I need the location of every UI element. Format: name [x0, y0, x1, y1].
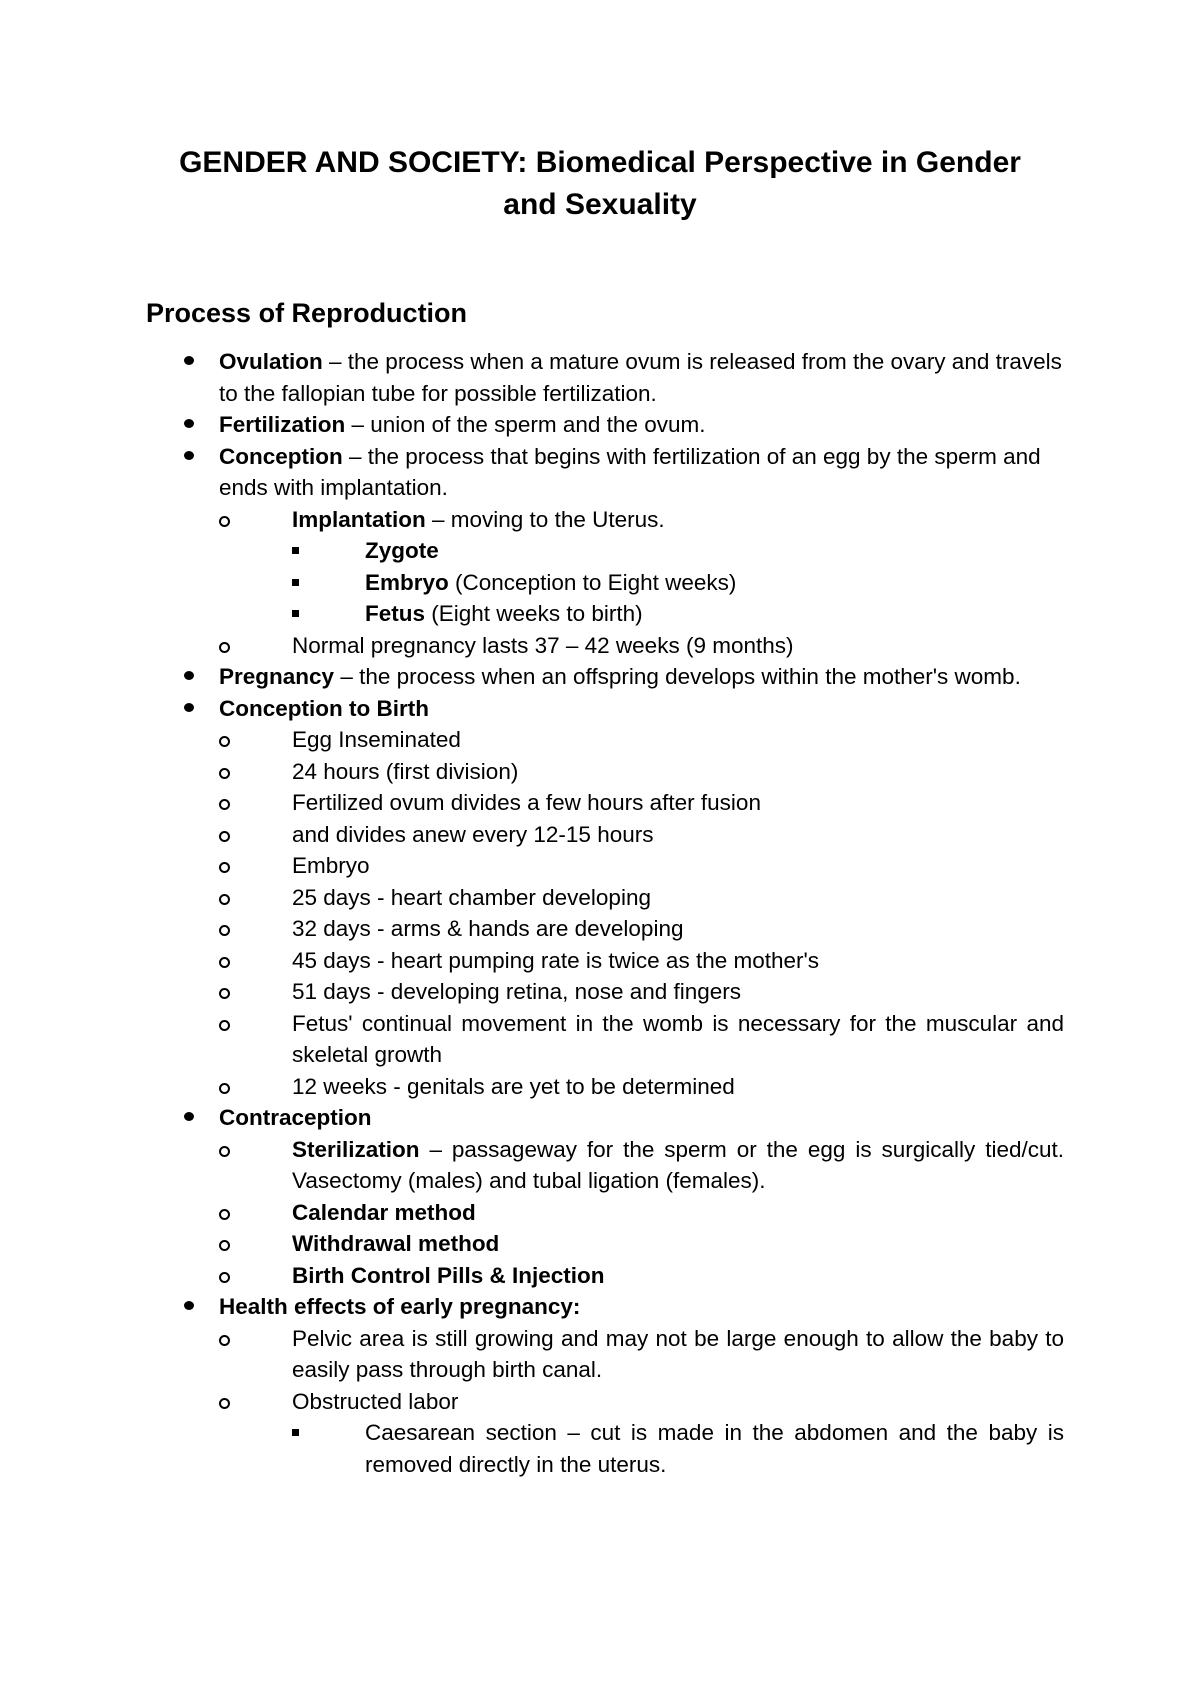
bullet-circle-icon — [219, 787, 231, 819]
list-item — [219, 882, 1064, 914]
bullet-circle-icon — [219, 1260, 231, 1292]
main-bullet-list — [146, 346, 1064, 1480]
birth-step-text: 25 days - heart chamber developing — [292, 884, 651, 910]
bullet-square-icon — [292, 598, 300, 630]
text-normal-pregnancy: Normal pregnancy lasts 37 – 42 weeks (9 months) — [292, 632, 794, 658]
term-withdrawal-method: Withdrawal method — [292, 1231, 500, 1256]
list-item-contraception — [146, 1102, 1064, 1291]
text-caesarean: Caesarean section – cut is made in the abdomen and the baby is removed directly in the uterus. — [365, 1420, 1064, 1477]
list-item — [219, 976, 1064, 1008]
term-pregnancy: Pregnancy — [219, 664, 335, 689]
list-item — [219, 1008, 1064, 1071]
text-obstructed-labor: Obstructed labor — [292, 1388, 459, 1414]
list-item-caesarean — [292, 1417, 1064, 1480]
section-heading: Process of Reproduction — [146, 298, 468, 328]
list-item-implantation — [219, 504, 1064, 630]
bullet-square-icon — [292, 535, 300, 567]
text-ovulation: – the process when a mature ovum is released from the ovary and travels to the fallopian tube for possible fertilization. — [219, 349, 1062, 406]
bullet-circle-icon — [219, 1008, 231, 1040]
birth-step-text: 12 weeks - genitals are yet to be determined — [292, 1073, 735, 1099]
text-implantation: – moving to the Uterus. — [425, 506, 665, 532]
bullet-circle-icon — [219, 1228, 231, 1260]
list-item-calendar — [219, 1197, 1064, 1229]
list-item — [219, 724, 1064, 756]
text-fertilization: – union of the sperm and the ovum. — [345, 412, 706, 437]
implantation-sublist — [292, 535, 1064, 630]
term-implantation: Implantation — [292, 506, 426, 532]
birth-steps-sublist — [219, 724, 1064, 1102]
list-item — [219, 819, 1064, 851]
text-fetus: (Eight weeks to birth) — [425, 601, 643, 626]
list-item-ovulation — [146, 346, 1064, 409]
list-item-fetus — [292, 598, 1064, 630]
bullet-circle-icon — [219, 504, 231, 536]
bullet-dot-icon — [184, 409, 195, 441]
bullet-circle-icon — [219, 1323, 231, 1355]
bullet-circle-icon — [219, 913, 231, 945]
text-conception: – the process that begins with fertilization of an egg by the sperm and ends with implantation. — [219, 443, 1041, 500]
list-item-zygote — [292, 535, 1064, 567]
list-item — [219, 756, 1064, 788]
bullet-circle-icon — [219, 976, 231, 1008]
obstructed-labor-sublist — [292, 1417, 1064, 1480]
bullet-circle-icon — [219, 882, 231, 914]
term-zygote: Zygote — [365, 538, 439, 563]
term-health-effects: Health effects of early pregnancy: — [219, 1294, 581, 1319]
bullet-circle-icon — [219, 1197, 231, 1229]
list-item-embryo — [292, 567, 1064, 599]
list-item — [219, 945, 1064, 977]
bullet-dot-icon — [184, 1291, 195, 1323]
bullet-circle-icon — [219, 819, 231, 851]
birth-step-text: Embryo — [292, 853, 370, 878]
title-line-1: GENDER AND SOCIETY: Biomedical Perspective in Gender — [179, 146, 1021, 179]
document-title — [120, 142, 1080, 226]
title-line-2: and Sexuality — [503, 188, 697, 221]
term-embryo: Embryo — [365, 569, 449, 595]
text-pregnancy: – the process when an offspring develops within the mother's womb. — [334, 664, 1021, 689]
term-fertilization: Fertilization — [219, 412, 346, 437]
text-sterilization: – passageway for the sperm or the egg is surgically tied/cut. Vasectomy (males) and tubal ligation (females). — [292, 1136, 1064, 1193]
bullet-dot-icon — [184, 661, 195, 693]
list-item-obstructed-labor — [219, 1386, 1064, 1481]
list-item-withdrawal — [219, 1228, 1064, 1260]
bullet-dot-icon — [184, 346, 195, 378]
bullet-dot-icon — [184, 693, 195, 725]
bullet-dot-icon — [184, 1102, 195, 1134]
term-calendar-method: Calendar method — [292, 1199, 476, 1225]
bullet-circle-icon — [219, 756, 231, 788]
text-pelvic: Pelvic area is still growing and may not be large enough to allow the baby to easily pass through birth canal. — [292, 1325, 1064, 1382]
bullet-circle-icon — [219, 850, 231, 882]
list-item-sterilization — [219, 1134, 1064, 1197]
list-item-health-effects — [146, 1291, 1064, 1480]
list-item-pregnancy — [146, 661, 1064, 693]
bullet-circle-icon — [219, 1071, 231, 1103]
list-item — [219, 787, 1064, 819]
bullet-circle-icon — [219, 724, 231, 756]
term-conception-to-birth: Conception to Birth — [219, 695, 429, 721]
birth-step-text: Fertilized ovum divides a few hours after fusion — [292, 790, 761, 815]
list-item-birth-control — [219, 1260, 1064, 1292]
list-item-pelvic — [219, 1323, 1064, 1386]
term-sterilization: Sterilization — [292, 1136, 420, 1162]
list-item — [219, 913, 1064, 945]
birth-step-text: Egg Inseminated — [292, 727, 461, 752]
text-embryo: (Conception to Eight weeks) — [448, 569, 737, 595]
contraception-sublist — [219, 1134, 1064, 1292]
list-item-normal-pregnancy — [219, 630, 1064, 662]
bullet-circle-icon — [219, 1386, 231, 1418]
term-contraception: Contraception — [219, 1105, 372, 1130]
bullet-square-icon — [292, 1417, 300, 1449]
bullet-circle-icon — [219, 945, 231, 977]
document-body — [146, 346, 1064, 1480]
bullet-square-icon — [292, 567, 300, 599]
term-birth-control: Birth Control Pills & Injection — [292, 1262, 605, 1288]
birth-step-text: and divides anew every 12-15 hours — [292, 821, 654, 847]
birth-step-text: 45 days - heart pumping rate is twice as the mother's — [292, 947, 820, 973]
list-item — [219, 1071, 1064, 1103]
birth-step-text: Fetus' continual movement in the womb is necessary for the muscular and skeletal growth — [292, 1010, 1064, 1067]
list-item-fertilization — [146, 409, 1064, 441]
conception-sublist — [219, 504, 1064, 662]
bullet-dot-icon — [184, 441, 195, 473]
bullet-circle-icon — [219, 630, 231, 662]
term-conception: Conception — [219, 443, 343, 469]
list-item-conception — [146, 441, 1064, 662]
term-ovulation: Ovulation — [219, 349, 323, 374]
birth-step-text: 32 days - arms & hands are developing — [292, 916, 684, 941]
list-item-conception-to-birth — [146, 693, 1064, 1103]
birth-step-text: 24 hours (first division) — [292, 758, 519, 784]
birth-step-text: 51 days - developing retina, nose and fingers — [292, 979, 742, 1004]
list-item — [219, 850, 1064, 882]
health-effects-sublist — [219, 1323, 1064, 1481]
bullet-circle-icon — [219, 1134, 231, 1166]
term-fetus: Fetus — [365, 601, 426, 626]
